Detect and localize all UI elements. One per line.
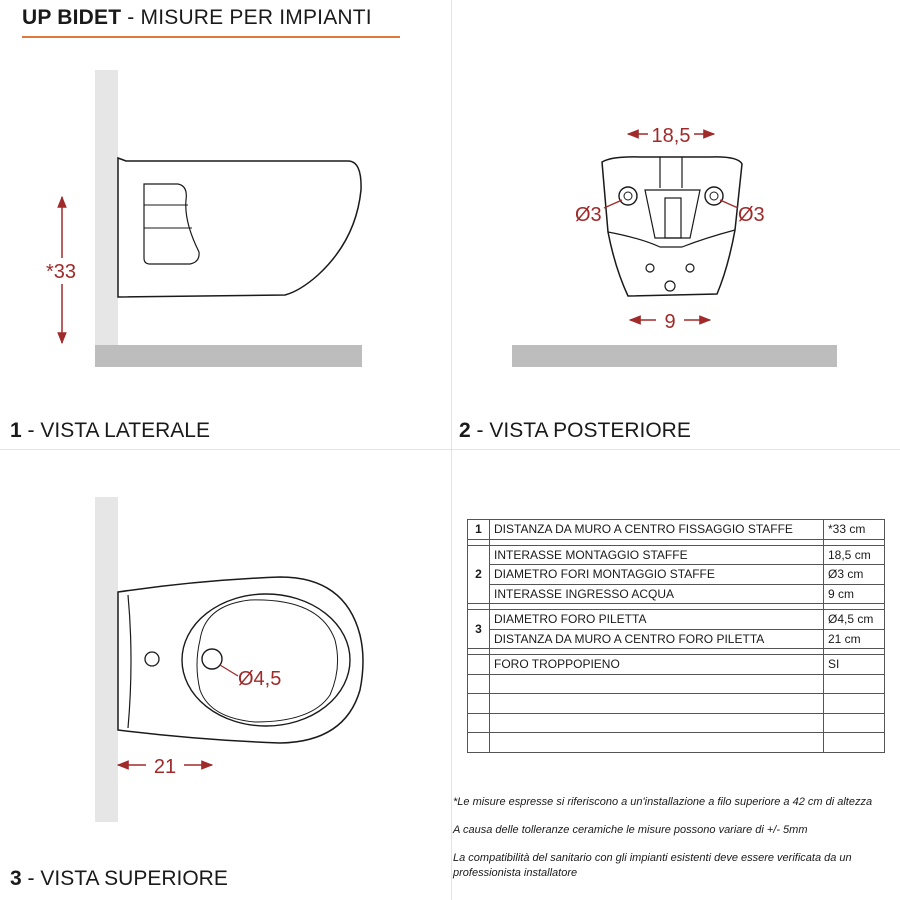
rear-hole-right-dim: Ø3 [738,204,765,226]
side-height-dim: *33 [45,261,77,283]
rear-floor [512,345,837,367]
panel-title-top: 3 - VISTA SUPERIORE [10,867,228,890]
table-row: 3 DIAMETRO FORO PILETTA Ø4,5 cm [468,610,885,630]
top-view-drawing [95,497,363,822]
table-row: 1 DISTANZA DA MURO A CENTRO FISSAGGIO STAFFE *33 cm [468,520,885,540]
rear-right-hole [705,187,723,205]
table-row [468,674,885,694]
top-wall [95,497,118,822]
notes [453,795,898,894]
top-tap-hole [145,652,159,666]
top-distance-dim: 21 [153,756,177,778]
top-bowl-rim [182,594,350,726]
spec-table [467,519,885,753]
side-wall [95,70,118,345]
note-installation-height: *Le misure espresse si riferiscono a un'installazione a filo superiore a 42 cm di altezza [453,796,873,808]
side-view-drawing [42,70,362,367]
side-bidet-inner [144,184,199,264]
rear-top-dim: 18,5 [651,125,691,147]
table-row [468,733,885,753]
panel-title-rear: 2 - VISTA POSTERIORE [459,419,691,442]
table-row: 2 INTERASSE MONTAGGIO STAFFE 18,5 cm [468,545,885,565]
rear-view-drawing [512,121,837,367]
table-row [468,694,885,714]
top-hole-dim: Ø4,5 [238,668,282,690]
rear-bottom-dim: 9 [664,311,676,333]
page-subtitle: - MISURE PER IMPIANTI [127,6,372,29]
table-row: FORO TROPPOPIENO SI [468,655,885,675]
table-row [468,713,885,733]
note-tolerance: A causa delle tolleranze ceramiche le misure possono variare di +/- 5mm [453,824,808,836]
rear-bidet-outline [602,157,742,296]
table-row: INTERASSE INGRESSO ACQUA 9 cm [468,584,885,604]
panel-title-side: 1 - VISTA LATERALE [10,419,210,442]
note-compatibility: La compatibilità del sanitario con gli impianti esistenti deve essere verificata da un professionista installatore [453,852,852,879]
rear-hole-left-dim: Ø3 [575,204,602,226]
side-floor [95,345,362,367]
table-row: DISTANZA DA MURO A CENTRO FORO PILETTA 21 cm [468,629,885,649]
table-row: DIAMETRO FORI MONTAGGIO STAFFE Ø3 cm [468,565,885,585]
rear-left-hole [619,187,637,205]
top-drain-hole [202,649,222,669]
product-name: UP BIDET [22,6,122,29]
